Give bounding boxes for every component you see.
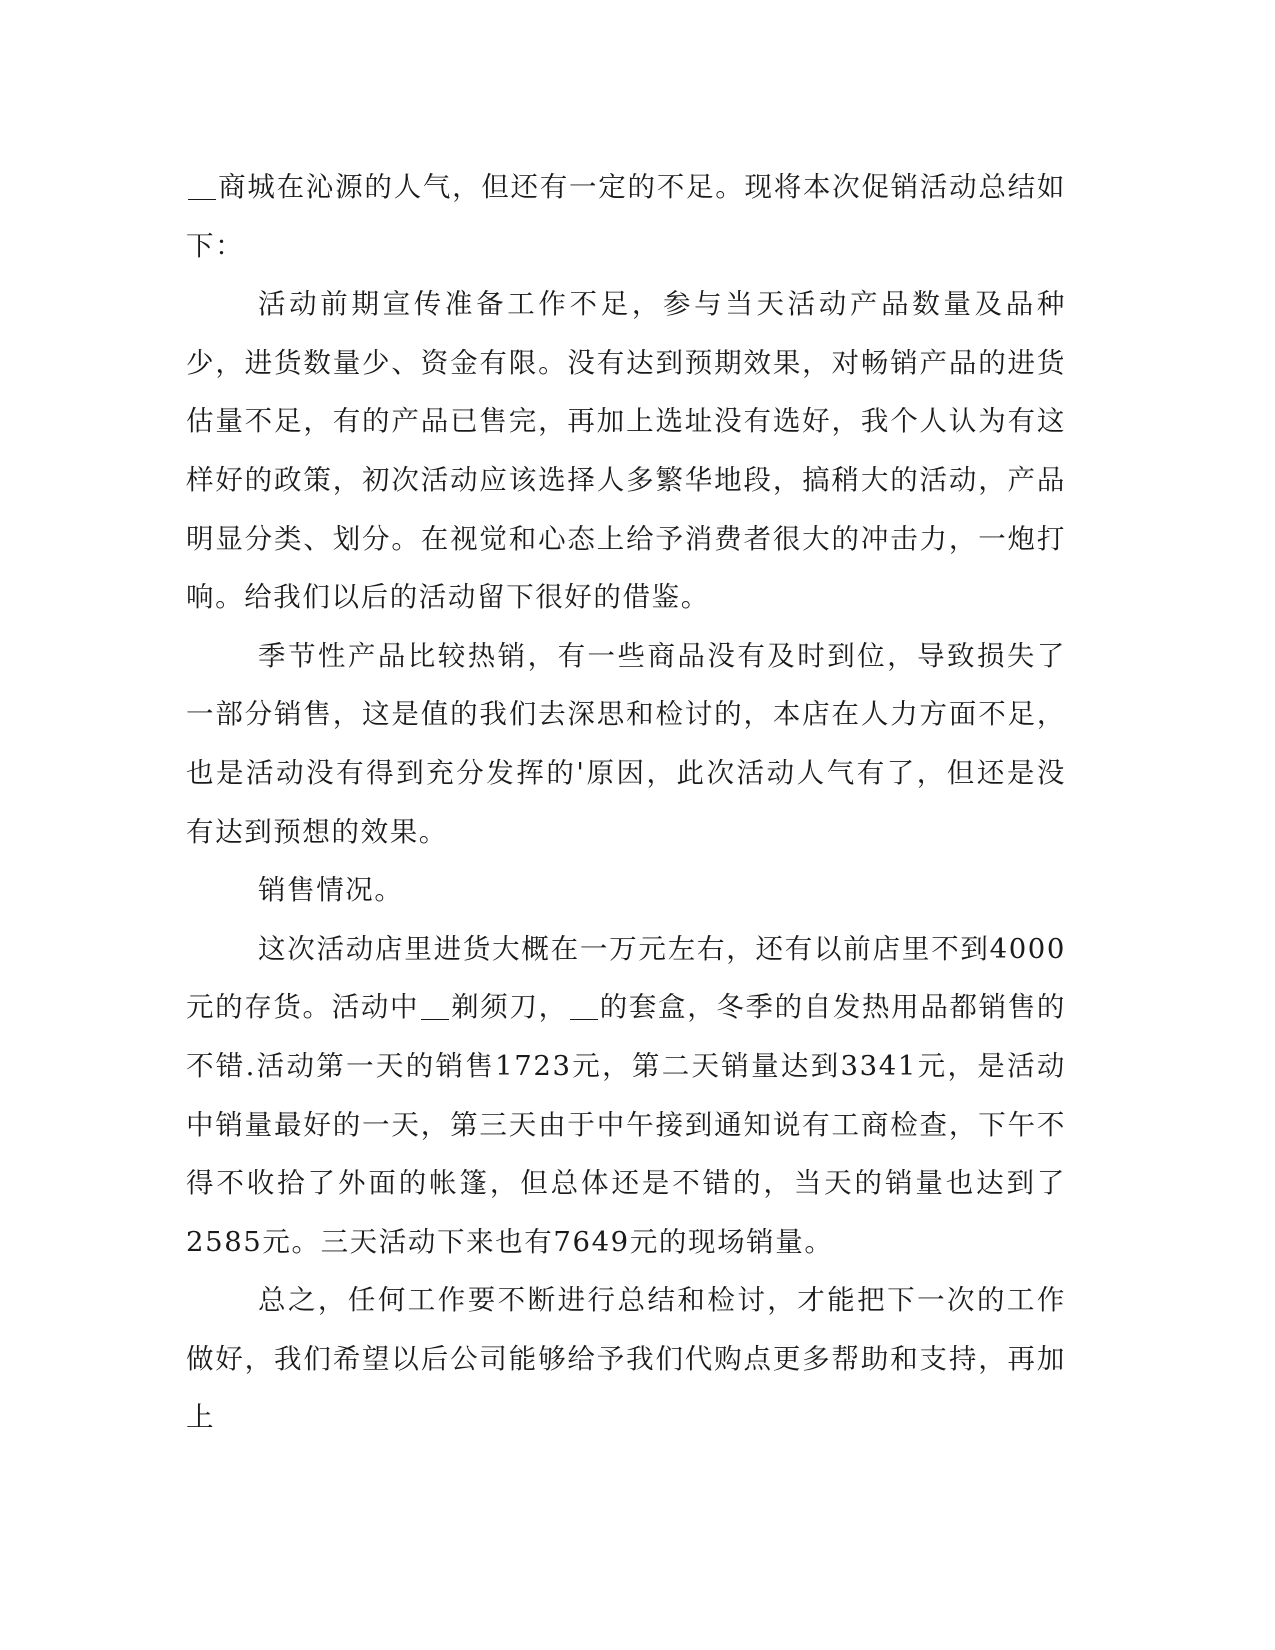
- document-body: [186, 158, 1066, 1447]
- paragraph-summary-intro: [186, 158, 1066, 275]
- paragraph-preparation: 活动前期宣传准备工作不足，参与当天活动产品数量及品种少，进货数量少、资金有限。没有达到预期效果，对畅销产品的进货估量不足，有的产品已售完，再加上选址没有选好，我个人认为有这样好的政策，初次活动应该选择人多繁华地段，搞稍大的活动，产品明显分类、划分。在视觉和心态上给予消费者很大的冲击力，一炮打响。给我们以后的活动留下很好的借鉴。: [186, 288, 1066, 614]
- fill-in-blank: [421, 992, 449, 1021]
- fill-in-blank: [570, 992, 598, 1021]
- paragraph-text: 剃须刀，: [451, 991, 568, 1024]
- paragraph-sales-details: [186, 920, 1066, 1272]
- paragraph-seasonal-products: 季节性产品比较热销，有一些商品没有及时到位，导致损失了一部分销售，这是值的我们去深思和检讨的，本店在人力方面不足，也是活动没有得到充分发挥的'原因，此次活动人气有了，但还是没有达到预想的效果。: [186, 639, 1066, 848]
- paragraph-text: 的套盒，冬季的自发热用品都销售的不错.活动第一天的销售1723元，第二天销量达到3341元，是活动中销量最好的一天，第三天由于中午接到通知说有工商检查，下午不得不收拾了外面的帐篷，但总体还是不错的，当天的销量也达到了2585元。三天活动下来也有7649元的现场销量。: [186, 991, 1066, 1258]
- paragraph-text: 这次活动店里进货大概在一万元左右，还有以前店里不到4000元的存货。活动中: [186, 932, 1066, 1024]
- fill-in-blank: [188, 172, 216, 201]
- paragraph-sales-heading: 销售情况。: [258, 874, 404, 907]
- paragraph-conclusion: 总之，任何工作要不断进行总结和检讨，才能把下一次的工作做好，我们希望以后公司能够给予我们代购点更多帮助和支持，再加上: [186, 1284, 1066, 1434]
- paragraph-text: 商城在沁源的人气，但还有一定的不足。现将本次促销活动总结如下：: [186, 171, 1066, 262]
